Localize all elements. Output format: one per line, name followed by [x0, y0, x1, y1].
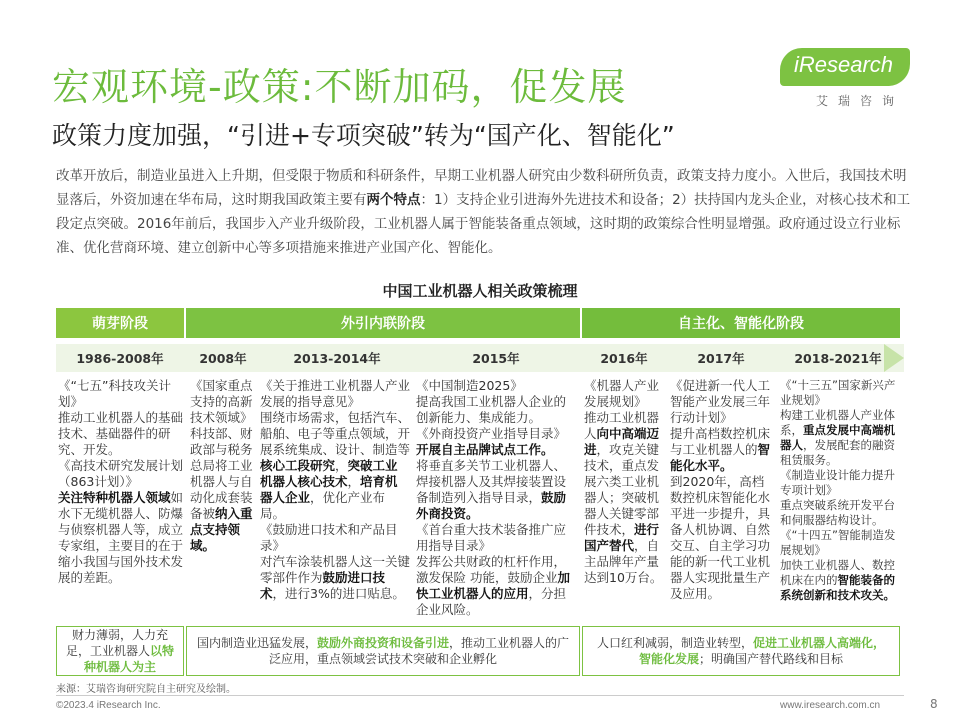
- policy-highlight: 纳入重点支持领域。: [190, 506, 253, 553]
- policy-desc: [416, 554, 578, 618]
- policy-desc: [190, 426, 254, 554]
- page-title: 宏观环境-政策:不断加码，促发展: [52, 65, 627, 109]
- policy-desc-text: ，进行3%的进口贴息。: [272, 586, 405, 601]
- phase-autonomous: 自主化、智能化阶段: [582, 308, 900, 338]
- policy-desc-text: 如水下无缆机器人、防爆与侦察机器人等，成立专家组，主要目的在于缩小我国与国外技术发展的差距。: [58, 490, 184, 585]
- year-2018-2021: 2018-2021年: [794, 351, 882, 366]
- policy-title: 《制造业设计能力提升专项计划》: [780, 468, 895, 497]
- policy-title: 《“十四五”智能制造发展规划》: [780, 528, 896, 557]
- summary-text: 财力薄弱，人力充足，工业机器人: [65, 628, 168, 658]
- policy-highlight: 鼓励进口技术: [260, 570, 386, 601]
- policy-desc-text: 科技部、财政部与税务总局将工业机器人与自动化成套装备被: [190, 426, 253, 521]
- policy-title: 《国家重点支持的高新技术领域》: [190, 378, 253, 425]
- policy-desc: [780, 408, 902, 468]
- intro-text-2: ：1）支持企业引进海外先进技术和设备；2）扶持国内龙头企业，对核心技术和工段定点突破。2016年前后，我国步入产业升级阶段，工业机器人属于智能装备重点领域，这时期的政策综合性明显增强。政府通过设立行业标准、优化营商环境、建立创新中心等多项措施来推进产业国产化、智能化。: [56, 192, 911, 256]
- policy-desc: [670, 426, 774, 474]
- iresearch-logo: [780, 48, 910, 108]
- policy-desc-text: 提升高档数控机床与工业机器人的: [670, 426, 771, 457]
- policy-desc-text: ，优化产业布局。: [260, 490, 386, 521]
- phase-sprout: 萌芽阶段: [56, 308, 184, 338]
- summary-sprout: [56, 626, 184, 676]
- policy-desc: 重点突破系统开发平台和伺服器结构设计。: [780, 498, 895, 527]
- summary-introduce: [186, 626, 580, 676]
- policy-title: 《鼓励进口技术和产品目录》: [260, 522, 398, 553]
- policy-desc-text: 将垂直多关节工业机器人、焊接机器人及其焊接装置设备制造列入指导目录，: [416, 458, 567, 505]
- summary-text: ，推动工业机器人的广泛应用，重点领域尝试技术突破和企业孵化: [268, 636, 570, 666]
- year-2015: 2015年: [472, 351, 520, 366]
- logo-cn-text: 艾瑞咨询: [816, 94, 905, 108]
- policy-col-2018: [780, 378, 902, 603]
- policy-desc-text: 构建工业机器人产业体系，: [780, 408, 895, 437]
- year-2008: 2008年: [199, 351, 247, 366]
- policy-highlight: 开展自主品牌试点工作。: [416, 442, 554, 457]
- policy-highlight: 智能装备的系统创新和技术攻关。: [780, 573, 895, 602]
- policy-col-1986: [58, 378, 184, 586]
- policy-desc: [260, 554, 410, 602]
- policy-desc: 提高我国工业机器人企业的创新能力、集成能力。: [416, 394, 567, 425]
- policy-title: 《高技术研究发展计划（863计划）》: [58, 458, 184, 489]
- summary-text: 人口红利减弱，制造业转型，: [596, 636, 753, 650]
- summary-highlight: 鼓励外商投资和设备引进: [316, 636, 449, 650]
- policy-title: 《关于推进工业机器人产业发展的指导意见》: [260, 378, 411, 409]
- policy-highlight: 突破工业机器人核心技术: [260, 458, 398, 489]
- policy-desc: [260, 410, 410, 522]
- policy-highlight: 智能化水平。: [670, 442, 771, 473]
- policy-desc: [416, 458, 578, 522]
- summary-text: ；明确国产替代路线和目标: [699, 652, 844, 666]
- policy-col-2008: [190, 378, 254, 554]
- intro-bold: 两个特点: [366, 192, 421, 208]
- policy-desc-text: 加快工业机器人、数控机床在内的: [780, 558, 895, 587]
- footer-divider: [56, 695, 904, 696]
- table-title: 中国工业机器人相关政策梳理: [382, 282, 578, 300]
- website-link[interactable]: www.iresearch.com.cn: [780, 700, 881, 711]
- policy-highlight: 加快工业机器人的应用: [416, 570, 570, 601]
- policy-desc: [58, 490, 184, 586]
- policy-desc-text: ，: [347, 474, 361, 489]
- intro-paragraph: [56, 164, 916, 260]
- policy-desc: [780, 558, 902, 603]
- summary-text: 国内制造业迅猛发展，: [196, 636, 317, 650]
- summary-highlight: 促进工业机器人高端化，智能化发展: [638, 636, 886, 666]
- page-number: 8: [930, 697, 938, 711]
- policy-col-2015: [416, 378, 578, 618]
- policy-highlight: 进行国产替代: [584, 522, 660, 553]
- policy-title: 《“十三五”国家新兴产业规划》: [780, 378, 896, 407]
- summary-highlight: 以特种机器人为主: [83, 644, 175, 674]
- summary-autonomous: [582, 626, 900, 676]
- copyright-text: ©2023.4 iResearch Inc.: [56, 700, 161, 711]
- policy-desc: 推动工业机器人的基础技术、基础器件的研究、开发。: [58, 410, 184, 457]
- policy-desc-text: ，攻克关键技术，重点发展六类工业机器人；突破机器人关键零部件技术，: [584, 442, 660, 537]
- policy-desc-text: 对汽车涂装机器人这一关键零部件作为: [260, 554, 411, 585]
- intro-text-1: 改革开放后，制造业虽进入上升期，但受限于物质和科研条件，早期工业机器人研究由少数科研所负责，政策支持力度小。入世后，我国技术明显落后，外资加速在华布局，这时期我国政策主要有: [56, 168, 907, 208]
- policy-desc-text: ，发展配套的融资租赁服务。: [780, 438, 895, 467]
- policy-highlight: 向中高端迈进: [584, 426, 660, 457]
- page-subtitle: 政策力度加强，“引进+专项突破”转为“国产化、智能化”: [52, 121, 675, 150]
- logo-text: iResearch: [794, 52, 894, 77]
- year-2016: 2016年: [600, 351, 648, 366]
- policy-desc-text: ，: [335, 458, 348, 473]
- policy-title: 《首台重大技术装备推广应用指导目录》: [416, 522, 567, 553]
- policy-col-2013: [260, 378, 410, 602]
- policy-highlight: 重点发展中高端机器人: [780, 423, 895, 452]
- policy-col-2017: [670, 378, 774, 602]
- policy-highlight: 核心工段研究: [260, 458, 336, 473]
- policy-highlight: 鼓励外商投资。: [416, 490, 567, 521]
- policy-desc-text: ，分担企业风险。: [416, 586, 567, 617]
- year-2013-2014: 2013-2014年: [293, 351, 381, 366]
- policy-desc: 到2020年，高档数控机床智能化水平进一步提升，具备人机协调、自然交互、自主学习功能的新一代工业机器人实现批量生产及应用。: [670, 474, 771, 601]
- source-note: 来源：艾瑞咨询研究院自主研究及绘制。: [56, 684, 236, 695]
- policy-desc-text: 发挥公共财政的杠杆作用，激发保险 功能，鼓励企业: [416, 554, 567, 585]
- policy-title: 《促进新一代人工智能产业发展三年行动计划》: [670, 378, 771, 425]
- policy-desc: [584, 410, 664, 586]
- policy-col-2016: [584, 378, 664, 586]
- year-2017: 2017年: [697, 351, 745, 366]
- policy-title: 《外商投资产业指导目录》: [416, 426, 567, 441]
- policy-desc: [416, 442, 578, 458]
- policy-highlight: 关注特种机器人领域: [58, 490, 171, 505]
- phase-introduce: 外引内联阶段: [186, 308, 580, 338]
- policy-title: 《“七五”科技攻关计划》: [58, 378, 171, 409]
- policy-desc-text: 围绕市场需求，包括汽车、船舶、电子等重点领域，开展系统集成、设计、制造等: [260, 410, 411, 457]
- policy-highlight: 培育机器人企业: [260, 474, 398, 505]
- policy-title: 《机器人产业发展规划》: [584, 378, 660, 409]
- policy-desc-text: ，自主品牌年产量达到10万台。: [584, 538, 663, 585]
- policy-desc-text: 推动工业机器人: [584, 410, 660, 441]
- policy-title: 《中国制造2025》: [416, 378, 523, 393]
- year-1986-2008: 1986-2008年: [76, 351, 164, 366]
